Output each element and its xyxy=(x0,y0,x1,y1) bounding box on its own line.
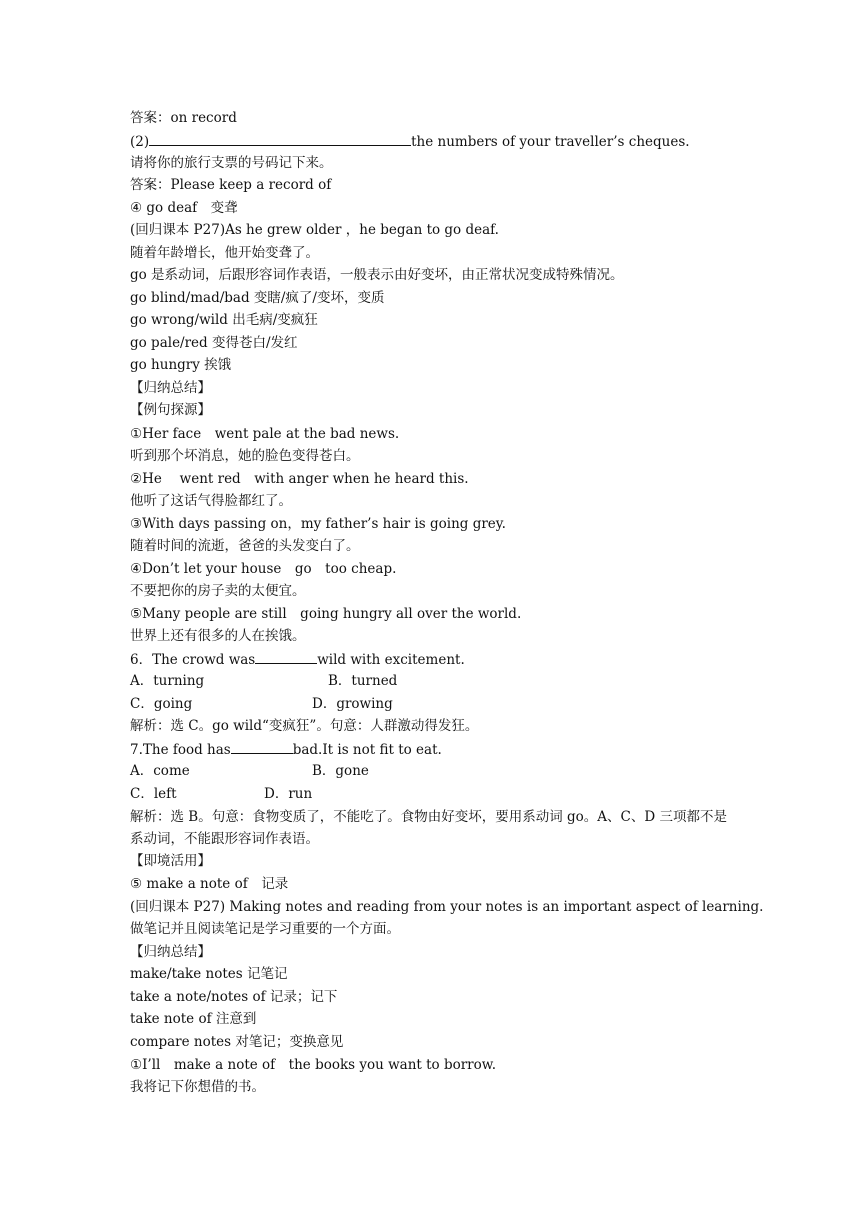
option-b: B．turned xyxy=(328,673,398,689)
fill-blank xyxy=(231,739,293,754)
example-sentence: ①Her face went pale at the bad news. xyxy=(130,426,400,442)
phrase-line: make/take notes 记笔记 xyxy=(130,966,288,982)
translation-line: 听到那个坏消息，她的脸色变得苍白。 xyxy=(130,448,360,464)
option-row xyxy=(130,671,398,691)
section-heading: ④ go deaf 变聋 xyxy=(130,200,238,216)
example-sentence: (回归课本 P27) Making notes and reading from your notes is an important aspect of learning. xyxy=(130,899,764,915)
section-label: 【归纳总结】 xyxy=(130,380,211,396)
translation-line: 世界上还有很多的人在挨饿。 xyxy=(130,628,306,644)
option-row xyxy=(130,761,369,781)
option-c: C．going xyxy=(130,696,193,712)
example-sentence: ⑤Many people are still going hungry all over the world. xyxy=(130,606,522,622)
phrase-line: take a note/notes of 记录；记下 xyxy=(130,989,338,1005)
question-text: the numbers of your traveller’s cheques. xyxy=(411,134,690,150)
section-label: 【即境活用】 xyxy=(130,853,211,869)
question-stem-end: wild with excitement. xyxy=(317,652,465,668)
translation-line: 做笔记并且阅读笔记是学习重要的一个方面。 xyxy=(130,921,400,937)
answer-line: 答案：Please keep a record of xyxy=(130,177,332,193)
question-2 xyxy=(130,131,690,152)
phrase-line: go blind/mad/bad 变瞎/疯了/变坏，变质 xyxy=(130,290,385,306)
fill-blank xyxy=(255,649,317,664)
analysis-paragraph: 解析：选 B。句意：食物变质了，不能吃了。食物由好变坏，要用系动词 go。A、C、D 三项都不是系动词，不能跟形容词作表语。 xyxy=(130,809,727,847)
option-b: B．gone xyxy=(312,763,369,779)
phrase-line: compare notes 对笔记；变换意见 xyxy=(130,1034,344,1050)
section-label: 【归纳总结】 xyxy=(130,944,211,960)
answer-line: 答案：on record xyxy=(130,110,237,126)
option-d: D．growing xyxy=(312,696,393,712)
analysis-line: 解析：选 C。go wild“变疯狂”。句意：人群激动得发狂。 xyxy=(130,718,479,734)
question-number: (2) xyxy=(130,134,150,150)
translation-line: 我将记下你想借的书。 xyxy=(130,1079,265,1095)
translation-line: 请将你的旅行支票的号码记下来。 xyxy=(130,155,333,171)
question-7 xyxy=(130,739,442,760)
translation-line: 他听了这话气得脸都红了。 xyxy=(130,493,292,509)
phrase-line: go wrong/wild 出毛病/变疯狂 xyxy=(130,312,318,328)
question-6 xyxy=(130,649,465,670)
phrase-line: go hungry 挨饿 xyxy=(130,357,232,373)
phrase-line: take note of 注意到 xyxy=(130,1011,257,1027)
example-sentence: ④Don’t let your house go too cheap. xyxy=(130,561,397,577)
section-label: 【例句探源】 xyxy=(130,402,211,418)
section-heading: ⑤ make a note of 记录 xyxy=(130,876,289,892)
example-sentence: (回归课本 P27)As he grew older ，he began to go deaf. xyxy=(130,222,499,238)
example-sentence: ③With days passing on，my father’s hair is going grey. xyxy=(130,516,506,532)
phrase-line: go pale/red 变得苍白/发红 xyxy=(130,335,298,351)
option-a: A．turning xyxy=(130,673,205,689)
translation-line: 不要把你的房子卖的太便宜。 xyxy=(130,583,306,599)
explanation-line: go 是系动词，后跟形容词作表语，一般表示由好变坏，由正常状况变成特殊情况。 xyxy=(130,267,624,283)
question-stem: 7.The food has xyxy=(130,742,231,758)
option-d: D．run xyxy=(264,786,313,802)
example-sentence: ②He went red with anger when he heard this. xyxy=(130,471,469,487)
question-stem-end: bad.It is not fit to eat. xyxy=(292,742,442,758)
translation-line: 随着时间的流逝，爸爸的头发变白了。 xyxy=(130,538,360,554)
option-row xyxy=(130,784,313,804)
option-a: A．come xyxy=(130,763,190,779)
example-sentence: ①I’ll make a note of the books you want to borrow. xyxy=(130,1057,497,1073)
question-stem: 6．The crowd was xyxy=(130,652,256,668)
translation-line: 随着年龄增长，他开始变聋了。 xyxy=(130,245,319,261)
option-row xyxy=(130,694,393,714)
fill-blank xyxy=(149,131,411,146)
option-c: C．left xyxy=(130,786,177,802)
